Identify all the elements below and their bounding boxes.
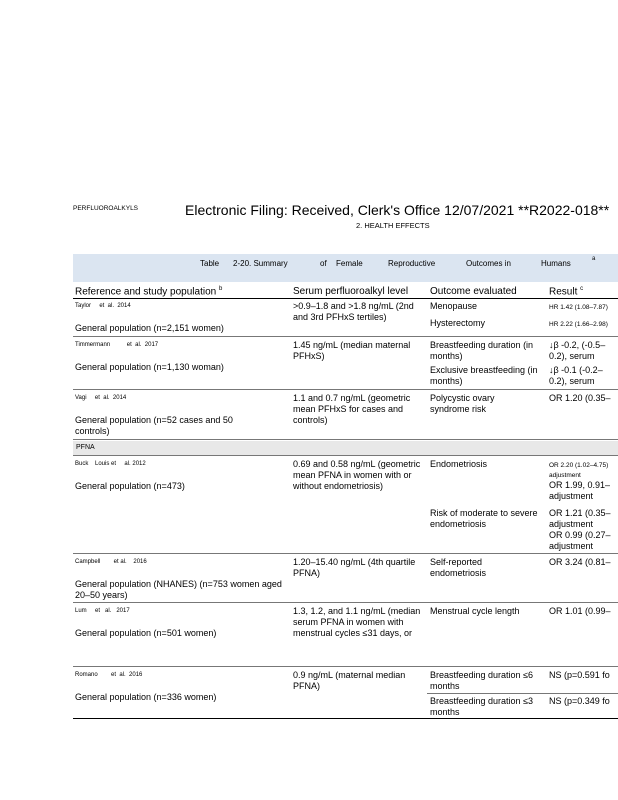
col-header-outcome: Outcome evaluated [430,286,517,297]
section-band-pfna: PFNA [73,441,618,455]
row-rule [73,666,618,667]
serum-level: 1.1 and 0.7 ng/mL (geometric mean PFHxS for cases and controls) [293,393,411,425]
result-note: adjustment [549,472,581,479]
section-title: 2. HEALTH EFFECTS [356,221,430,230]
study-population: General population (NHANES) (n=753 women aged 20–50 years) [75,579,282,600]
outcome: Endometriosis [430,459,488,469]
outcome: Self-reported endometriosis [430,557,487,578]
result: HR 2.22 (1.66–2.98) [549,321,608,328]
result: OR 1.20 (0.35– [549,393,611,403]
row-rule [73,439,618,440]
outcome: Breastfeeding duration (in months) [430,340,534,361]
study-population: General population (n=501 women) [75,628,217,638]
result: OR 2.20 (1.02–4.75) [549,462,609,469]
row-rule [427,693,618,694]
table-title-word: of [320,259,327,268]
citation: Lum et al. 2017 [75,608,130,614]
table-title-bar [73,254,618,282]
table-title-word: Reproductive [388,259,436,268]
study-population: General population (n=336 women) [75,692,217,702]
result: ↓β -0.1 (-0.2–0.2), serum [549,365,603,386]
row-rule [73,553,618,554]
result: OR 1.01 (0.99– [549,606,611,616]
result: HR 1.42 (1.08–7.87) [549,304,608,311]
result: OR 1.99, 0.91– [549,480,611,490]
outcome: Menstrual cycle length [430,606,520,616]
citation: Buck Louis et al. 2012 [75,461,146,467]
table-title-footnote: a [592,256,596,262]
result-note: adjustment [549,519,594,529]
table-title-word: Female [336,259,363,268]
serum-level: 0.69 and 0.58 ng/mL (geometric mean PFNA in women with or without endometriosis) [293,459,421,491]
row-rule [73,389,618,390]
serum-level: >0.9–1.8 and >1.8 ng/mL (2nd and 3rd PFHxS tertiles) [293,301,414,322]
study-population: General population (n=2,151 women) [75,323,224,333]
study-population: General population (n=52 cases and 50 controls) [75,415,233,436]
outcome: Hysterectomy [430,318,486,328]
row-rule [73,455,618,456]
outcome: Menopause [430,301,478,311]
serum-level: 1.3, 1.2, and 1.1 ng/mL (median serum PFNA in women with menstrual cycles ≤31 days, or [293,606,421,638]
col-header-serum-level: Serum perfluoroalkyl level [293,286,409,297]
col-header-reference: Reference and study population $^b$ [75,286,223,298]
outcome: Exclusive breastfeeding (in months) [430,365,538,386]
filing-stamp: Electronic Filing: Received, Clerk's Office 12/07/2021 **R2022-018** [185,202,610,218]
study-population: General population (n=473) [75,481,185,491]
outcome: Polycystic ovary syndrome risk [430,393,495,414]
table-title-word: Table [200,259,220,268]
outcome: Breastfeeding duration ≤6 months [430,670,534,691]
row-rule [73,602,618,603]
outcome: Risk of moderate to severe endometriosis [430,508,538,529]
result-note: adjustment [549,541,594,551]
citation: Timmermann et al. 2017 [75,342,159,348]
result: NS (p=0.591 fo [549,670,610,680]
citation: Taylor et al. 2014 [75,303,131,309]
header-rule [73,298,618,299]
table-title-word: Humans [541,259,571,268]
serum-level: 1.20–15.40 ng/mL (4th quartile PFNA) [293,557,416,578]
table-bottom-rule [73,718,618,719]
outcome: Breastfeeding duration ≤3 months [430,696,534,717]
result: ↓β -0.2, (-0.5–0.2), serum [549,340,606,361]
study-population: General population (n=1,130 woman) [75,362,224,372]
table-title-word: 2-20. Summary [233,259,288,268]
result-note: adjustment [549,491,594,501]
citation: Vagi et al. 2014 [75,395,127,401]
result: OR 0.99 (0.27– [549,530,611,540]
result: OR 3.24 (0.81– [549,557,611,567]
result: OR 1.21 (0.35– [549,508,611,518]
citation: Romano et al. 2016 [75,672,143,678]
serum-level: 1.45 ng/mL (median maternal PFHxS) [293,340,411,361]
serum-level: 0.9 ng/mL (maternal median PFNA) [293,670,406,691]
running-head: PERFLUOROALKYLS [73,205,139,212]
col-header-result: Result $^c$ [549,286,584,298]
table-title-word: Outcomes in [466,259,511,268]
citation: Campbell et al. 2016 [75,559,147,565]
row-rule [73,336,618,337]
result: NS (p=0.349 fo [549,696,610,706]
